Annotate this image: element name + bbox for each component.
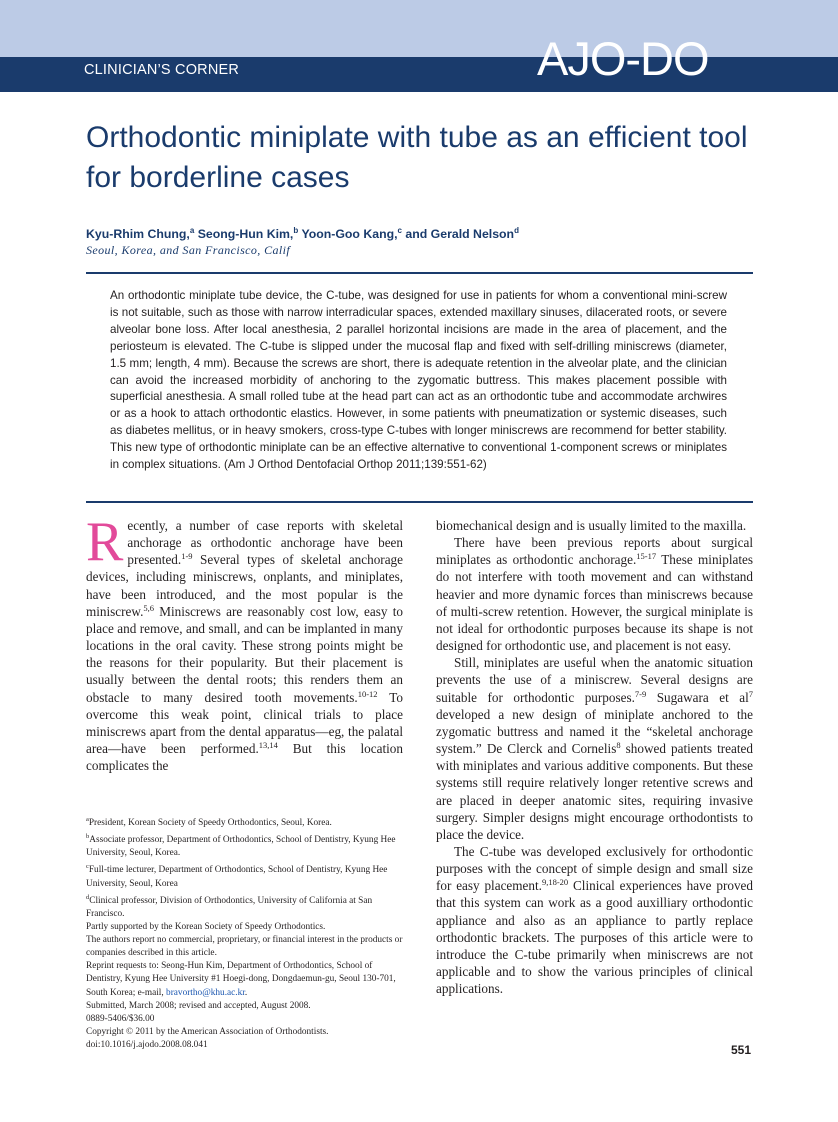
citation-ref[interactable]: 9,18-20 bbox=[541, 877, 569, 888]
body-text-run: Several types of skeletal anchorage devices, including miniscrews, onplants, and miniplates, have been introduced, and the most popular is the miniscrew. bbox=[86, 552, 403, 619]
body-text-run: But this location complicates the bbox=[86, 741, 403, 774]
abstract-bottom-rule bbox=[86, 501, 753, 503]
drop-cap: R bbox=[86, 511, 124, 573]
body-text-run: Clinical experiences have proved that this system can work as a good auxilliary orthodontic appliance and also as an appliance to partly replace orthodontic brackets. The purposes of this article were to introduce the C-tube primarily when miniscrews are not applicable and to show the various principles of clinical applications. bbox=[436, 878, 753, 997]
body-text-run: biomechanical design and is usually limited to the maxilla. bbox=[436, 518, 747, 533]
affiliation-mark: a bbox=[189, 226, 195, 235]
submission-dates: Submitted, March 2008; revised and accepted, August 2008. bbox=[86, 1000, 311, 1011]
citation-ref[interactable]: 10-12 bbox=[357, 688, 378, 699]
body-text-run: Miniscrews are reasonably cost low, easy to place and remove, and small, and can be implanted in many locations in the oral cavity. These strong points might be the reasons for their popularity. But their placement is usually between the dental roots; this renders them an obstacle to many desired tooth movements. bbox=[86, 603, 403, 705]
body-text-run: There have been previous reports about surgical miniplates as orthodontic anchorage. bbox=[436, 535, 753, 568]
article-title: Orthodontic miniplate with tube as an efficient tool for borderline cases bbox=[86, 121, 748, 194]
author-affiliation: Seoul, Korea, and San Francisco, Calif bbox=[86, 243, 291, 257]
footnote-d: $^d$Clinical professor, Division of Orthodontics, University of California at San Francisco. bbox=[86, 893, 373, 919]
body-text-run: showed patients treated with miniplates and various additive components. But these systems still require relatively longer retentive screws and are placed in deeper anatomic sites, requiring invasive surgery. Simpler designs might encourage orthodontists to place the device. bbox=[436, 741, 753, 842]
body-paragraph bbox=[436, 517, 753, 534]
citation-ref[interactable]: 13,14 bbox=[258, 740, 278, 751]
body-text-run: These miniplates do not interfere with tooth movement and can withstand heavier and more dynamic forces than miniscrews because of multi-screw retention. However, the surgical miniplate is not ideal for orthodontic purposes because its shape is not designed for orthodontic use, and placement is not easy. bbox=[436, 552, 753, 654]
body-text-run: To overcome this weak point, clinical trials to place miniscrews apart from the dental apparatus—eg, the palatal area—have been performed. bbox=[86, 689, 403, 757]
journal-logo: AJO-DO bbox=[537, 32, 709, 85]
author-list bbox=[86, 226, 519, 241]
citation-ref[interactable]: 15-17 bbox=[636, 551, 657, 562]
citation-ref[interactable]: 1-9 bbox=[181, 551, 193, 562]
abstract-top-rule bbox=[86, 272, 753, 274]
copyright-note: Copyright © 2011 by the American Association of Orthodontists. bbox=[86, 1026, 329, 1037]
reprint-note: Reprint requests to: Seong-Hun Kim, Department of Orthodontics, School of Dentistry, Kyung Hee University #1 Hoegi-dong, Dongdaemun-gu, Seoul 130-701, South Korea; e-mail, bravortho@khu.ac.kr. bbox=[86, 961, 396, 998]
doi: doi:10.1016/j.ajodo.2008.08.041 bbox=[86, 1039, 208, 1050]
author-name: Kyu-Rhim Chung, bbox=[86, 227, 190, 242]
body-text-run: Sugawara et al bbox=[646, 689, 749, 705]
conflict-note: The authors report no commercial, proprietary, or financial interest in the products or companies described in this article. bbox=[86, 935, 403, 959]
citation-ref[interactable]: 8 bbox=[616, 740, 621, 751]
body-text-run: ecently, a number of case reports with skeletal anchorage as orthodontic anchorage have been presented. bbox=[127, 518, 403, 568]
email-link[interactable]: bravortho@khu.ac.kr bbox=[166, 987, 245, 998]
citation-ref[interactable]: 7 bbox=[748, 688, 753, 699]
abstract: An orthodontic miniplate tube device, the C-tube, was designed for use in patients for whom a conventional mini-screw is not suitable, such as those with narrow interradicular spaces, extended maxillary sinuses, dilacerated roots, or severe alveolar bone loss. After local anesthesia, 2 parallel horizontal incisions are made in the area of placement, and the periosteum is elevated. The C-tube is slipped under the mucosal flap and fixed with self-drilling miniscrews (diameter, 1.5 mm; length, 4 mm). Because the screws are short, there is adequate retention in the alveolar plate, and the clinician can avoid the increased morbidity of anchoring to the zygomatic buttress. This makes placement possible with superficial anesthesia. A small rolled tube at the head part can act as an orthodontic tube and accommodate archwires or as a hook to attach orthodontic elastics. However, in some patients with pneumatization or systemic diseases, such as diabetes mellitus, or in heavy smokers, cross-type C-tubes with longer miniscrews are recommend for better stability. This new type of orthodontic miniplate can be an effective alternative to conventional 1-component screws or miniplates in complex situations. (Am J Orthod Dentofacial Orthop 2011;139:551-62) bbox=[110, 289, 727, 472]
body-text-run: Still, miniplates are useful when the anatomic situation prevents the use of a miniscrew. Several designs are suitable for orthodontic purposes. bbox=[436, 655, 753, 705]
page-number: 551 bbox=[731, 1043, 752, 1057]
affiliation-mark: b bbox=[293, 226, 299, 235]
body-column-left bbox=[86, 511, 403, 774]
affiliation-mark: c bbox=[397, 226, 402, 235]
author-name: Seong-Hun Kim, bbox=[197, 227, 294, 242]
footnote-a: $^a$President, Korean Society of Speedy Orthodontics, Seoul, Korea. bbox=[86, 816, 332, 829]
citation-ref[interactable]: 5,6 bbox=[143, 602, 154, 613]
footnotes bbox=[86, 813, 403, 1052]
affiliation-mark: d bbox=[514, 226, 519, 235]
funding-note: Partly supported by the Korean Society of Speedy Orthodontics. bbox=[86, 922, 326, 933]
footnote-b: $^b$Associate professor, Department of Orthodontics, School of Dentistry, Kyung Hee University, Seoul, Korea. bbox=[86, 833, 396, 859]
header-band bbox=[0, 0, 838, 57]
body-paragraph bbox=[436, 534, 753, 654]
body-text-run: The C-tube was developed exclusively for orthodontic purposes with the concept of simple design and small size for easy placement. bbox=[436, 843, 753, 894]
footnote-c: $^c$Full-time lecturer, Department of Orthodontics, School of Dentistry, Kyung Hee University, Seoul, Korea bbox=[86, 863, 388, 889]
citation-ref[interactable]: 7-9 bbox=[634, 688, 647, 699]
author-name: Yoon-Goo Kang, bbox=[301, 227, 398, 242]
body-paragraph bbox=[436, 843, 753, 997]
body-column-right bbox=[436, 517, 753, 997]
author-name: and Gerald Nelson bbox=[405, 227, 515, 242]
body-text-run: developed a new design of miniplate anchored to the zygomatic buttress and named it the “skeletal anchorage system.” De Clerck and Cornelis bbox=[436, 706, 753, 757]
body-paragraph bbox=[86, 511, 403, 774]
body-paragraph bbox=[436, 654, 753, 843]
section-label: CLINICIAN’S CORNER bbox=[84, 62, 240, 78]
issn-price: 0889-5406/$36.00 bbox=[86, 1013, 155, 1024]
